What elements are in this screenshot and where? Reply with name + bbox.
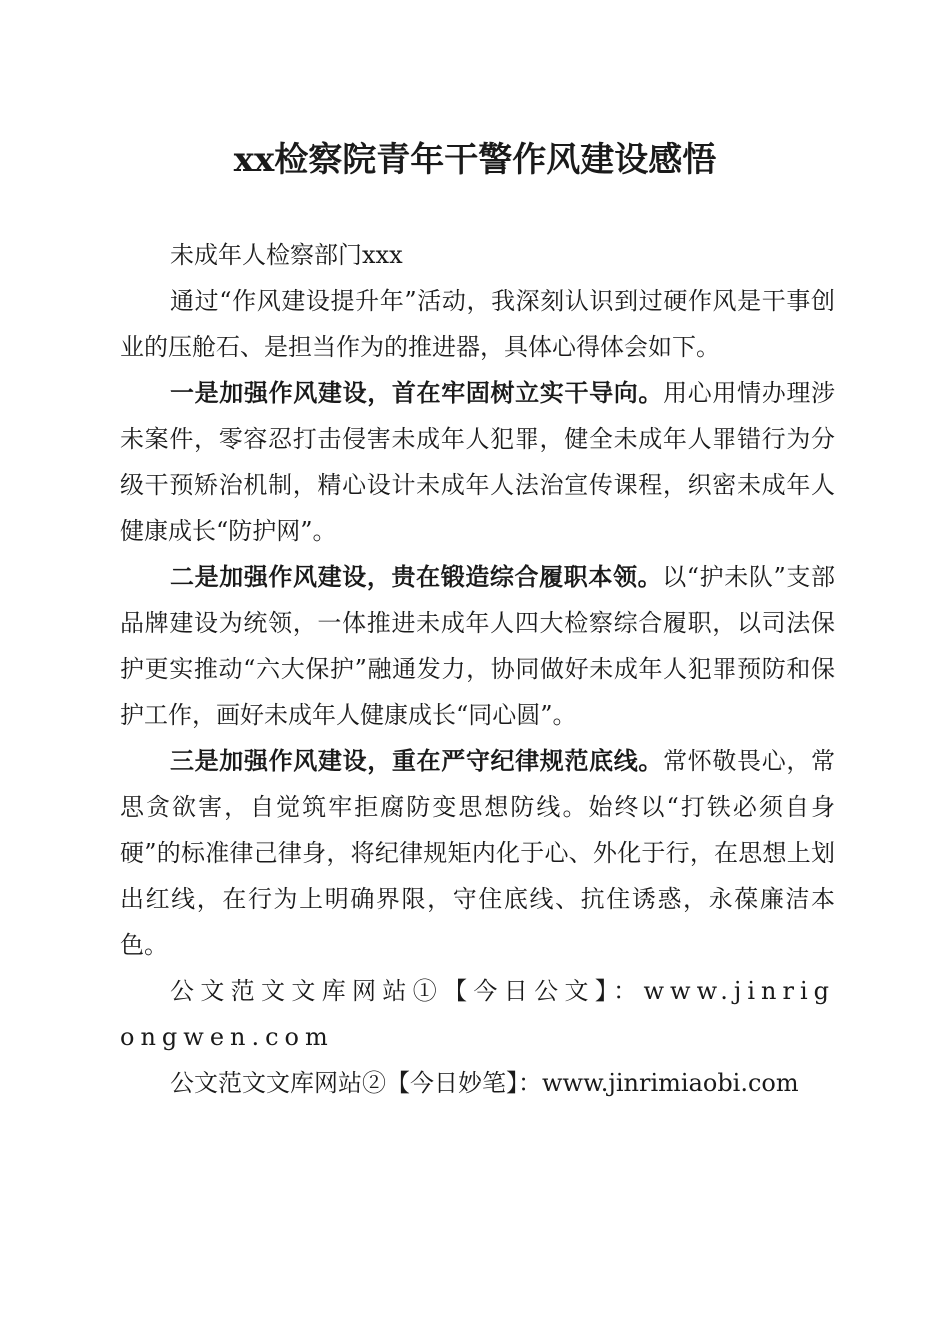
document-title: xx检察院青年干警作风建设感悟 bbox=[233, 140, 717, 180]
document-body bbox=[120, 232, 835, 1106]
author-line: 未成年人检察部门xxx bbox=[170, 241, 403, 269]
section-paragraph-2 bbox=[120, 554, 835, 738]
section-text-2: 以“护未队”支部品牌建设为统领，一体推进未成年人四大检察综合履职，以司法保护更实推动“六大保护”融通发力，协同做好未成年人犯罪预防和保护工作，画好未成年人健康成长“同心圆”。 bbox=[120, 563, 835, 729]
footer-link-1: 公文范文文库网站①【今日公文】：www.jinrigongwen.com bbox=[120, 977, 835, 1051]
intro-paragraph: 通过“作风建设提升年”活动，我深刻认识到过硬作风是干事创业的压舱石、是担当作为的推进器，具体心得体会如下。 bbox=[120, 287, 835, 361]
section-lead-2: 二是加强作风建设，贵在锻造综合履职本领。 bbox=[170, 562, 663, 591]
section-lead-3: 三是加强作风建设，重在严守纪律规范底线。 bbox=[170, 746, 664, 775]
section-paragraph-3 bbox=[120, 738, 835, 968]
section-text-3: 常怀敬畏心，常思贪欲害，自觉筑牢拒腐防变思想防线。始终以“打铁必须自身硬”的标准律己律身，将纪律规矩内化于心、外化于行，在思想上划出红线，在行为上明确界限，守住底线、抗住诱惑，永葆廉洁本色。 bbox=[120, 747, 836, 959]
section-paragraph-1 bbox=[120, 370, 835, 554]
footer-link-2: 公文范文文库网站②【今日妙笔】：www.jinrimiaobi.com bbox=[170, 1069, 799, 1097]
section-text-1: 用心用情办理涉未案件，零容忍打击侵害未成年人犯罪，健全未成年人罪错行为分级干预矫治机制，精心设计未成年人法治宣传课程，织密未成年人健康成长“防护网”。 bbox=[120, 379, 836, 545]
section-lead-1: 一是加强作风建设，首在牢固树立实干导向。 bbox=[170, 378, 664, 407]
